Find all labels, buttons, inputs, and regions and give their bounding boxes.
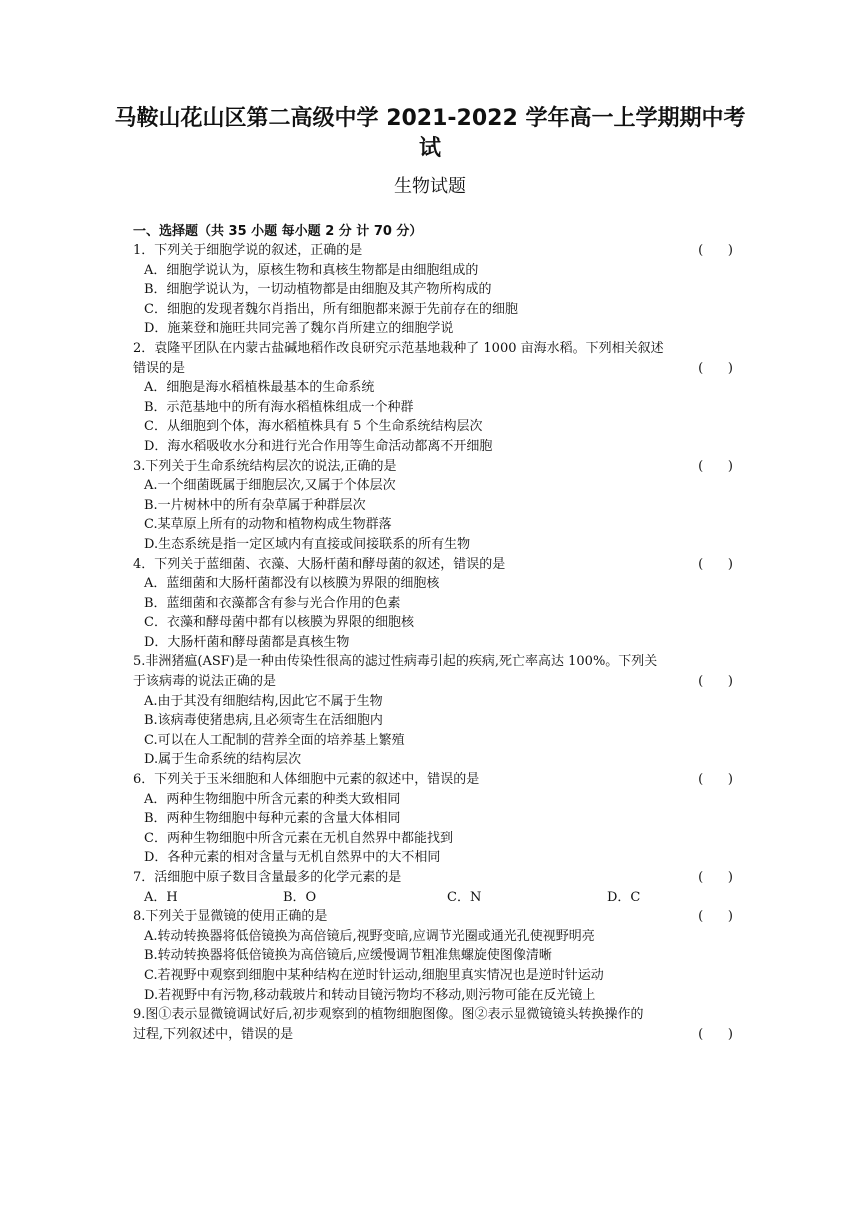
question-1-stem bbox=[133, 241, 733, 261]
question-5-option-b: B.该病毒使猪患病,且必须寄生在活细胞内 bbox=[144, 713, 383, 729]
question-6-option-d: D．各种元素的相对含量与无机自然界中的大不相同 bbox=[144, 850, 441, 866]
question-4-option-c: C．衣藻和酵母菌中都有以核膜为界限的细胞核 bbox=[144, 615, 414, 631]
question-5-option-c: C.可以在人工配制的营养全面的培养基上繁殖 bbox=[144, 732, 405, 748]
question-3-stem bbox=[133, 457, 733, 477]
answer-blank: ( ) bbox=[698, 772, 733, 788]
question-6-option-a: A．两种生物细胞中所含元素的种类大致相同 bbox=[144, 791, 401, 807]
question-text: 4．下列关于蓝细菌、衣藻、大肠杆菌和酵母菌的叙述，错误的是 bbox=[133, 556, 506, 572]
question-8-option-b: B.转动转换器将低倍镜换为高倍镜后,应缓慢调节粗准焦螺旋使图像清晰 bbox=[144, 948, 552, 964]
question-6-option-b: B．两种生物细胞中每种元素的含量大体相同 bbox=[144, 811, 401, 827]
question-9-stem-line1: 9.图①表示显微镜调试好后,初步观察到的植物细胞图像。图②表示显微镜镜头转换操作的 bbox=[133, 1007, 644, 1023]
question-3-option-c: C.某草原上所有的动物和植物构成生物群落 bbox=[144, 517, 392, 533]
question-2-option-b: B．示范基地中的所有海水稻植株组成一个种群 bbox=[144, 399, 414, 415]
question-1-option-a: A．细胞学说认为，原核生物和真核生物都是由细胞组成的 bbox=[144, 262, 479, 278]
question-2-option-c: C．从细胞到个体，海水稻植株具有 5 个生命系统结构层次 bbox=[144, 419, 483, 435]
question-8-stem bbox=[133, 907, 733, 927]
exam-title-line1: 马鞍山花山区第二高级中学 2021-2022 学年高一上学期期中考 bbox=[114, 106, 746, 131]
question-text: 8.下列关于显微镜的使用正确的是 bbox=[133, 909, 328, 925]
question-5-stem-line2 bbox=[133, 672, 733, 692]
question-7-option-a: A．H bbox=[144, 889, 178, 905]
question-text: 3.下列关于生命系统结构层次的说法,正确的是 bbox=[133, 458, 397, 474]
question-9-stem-line2 bbox=[133, 1025, 733, 1045]
question-4-option-d: D．大肠杆菌和酵母菌都是真核生物 bbox=[144, 634, 350, 650]
question-4-stem bbox=[133, 555, 733, 575]
question-6-option-c: C．两种生物细胞中所含元素在无机自然界中都能找到 bbox=[144, 830, 453, 846]
question-6-stem bbox=[133, 770, 733, 790]
question-text: 错误的是 bbox=[133, 360, 186, 376]
question-1-option-c: C．细胞的发现者魏尔肖指出，所有细胞都来源于先前存在的细胞 bbox=[144, 301, 518, 317]
question-5-stem-line1: 5.非洲猪瘟(ASF)是一种由传染性很高的滤过性病毒引起的疾病,死亡率高达 100%。下列关 bbox=[133, 654, 658, 670]
answer-blank: ( ) bbox=[698, 360, 733, 376]
question-2-stem-line1: 2．袁隆平团队在内蒙古盐碱地稻作改良研究示范基地栽种了 1000 亩海水稻。下列相关叙述 bbox=[133, 340, 664, 356]
question-7-options bbox=[133, 888, 733, 908]
exam-title-line2: 试 bbox=[418, 136, 441, 161]
question-4-option-a: A．蓝细菌和大肠杆菌都没有以核膜为界限的细胞核 bbox=[144, 576, 440, 592]
question-text: 于该病毒的说法正确的是 bbox=[133, 674, 277, 690]
question-7-stem bbox=[133, 868, 733, 888]
exam-subtitle: 生物试题 bbox=[394, 176, 466, 197]
question-5-option-a: A.由于其没有细胞结构,因此它不属于生物 bbox=[144, 693, 383, 709]
answer-blank: ( ) bbox=[698, 909, 733, 925]
question-7-option-c: C．N bbox=[447, 889, 482, 905]
question-8-option-a: A.转动转换器将低倍镜换为高倍镜后,视野变暗,应调节光圈或通光孔使视野明亮 bbox=[144, 928, 595, 944]
question-text: 过程,下列叙述中，错误的是 bbox=[133, 1026, 294, 1042]
question-text: 7．活细胞中原子数目含量最多的化学元素的是 bbox=[133, 870, 402, 885]
answer-blank: ( ) bbox=[698, 458, 733, 474]
question-text: 6．下列关于玉米细胞和人体细胞中元素的叙述中，错误的是 bbox=[133, 772, 480, 788]
answer-blank: ( ) bbox=[698, 674, 733, 690]
question-8-option-c: C.若视野中观察到细胞中某种结构在逆时针运动,细胞里真实情况也是逆时针运动 bbox=[144, 967, 604, 983]
answer-blank: ( ) bbox=[698, 556, 733, 572]
question-3-option-a: A.一个细菌既属于细胞层次,又属于个体层次 bbox=[144, 478, 396, 494]
answer-blank: ( ) bbox=[698, 1026, 733, 1042]
question-8-option-d: D.若视野中有污物,移动载玻片和转动目镜污物均不移动,则污物可能在反光镜上 bbox=[144, 987, 596, 1003]
question-list bbox=[133, 241, 733, 1044]
question-1-option-b: B．细胞学说认为，一切动植物都是由细胞及其产物所构成的 bbox=[144, 282, 492, 298]
question-4-option-b: B．蓝细菌和衣藻都含有参与光合作用的色素 bbox=[144, 595, 401, 611]
question-text: 1．下列关于细胞学说的叙述，正确的是 bbox=[133, 243, 363, 258]
answer-blank: ( ) bbox=[698, 870, 733, 885]
section-heading: 一、选择题（共 35 小题 每小题 2 分 计 70 分） bbox=[133, 224, 423, 239]
question-7-option-b: B．O bbox=[283, 889, 317, 905]
answer-blank: ( ) bbox=[698, 243, 733, 258]
question-7-option-d: D．C bbox=[607, 889, 641, 905]
question-2-option-a: A．细胞是海水稻植株最基本的生命系统 bbox=[144, 380, 375, 396]
question-5-option-d: D.属于生命系统的结构层次 bbox=[144, 752, 302, 768]
question-3-option-d: D.生态系统是指一定区域内有直接或间接联系的所有生物 bbox=[144, 536, 471, 552]
question-3-option-b: B.一片树林中的所有杂草属于种群层次 bbox=[144, 497, 366, 513]
question-2-stem-line2 bbox=[133, 359, 733, 379]
question-1-option-d: D．施莱登和施旺共同完善了魏尔肖所建立的细胞学说 bbox=[144, 321, 454, 337]
question-2-option-d: D．海水稻吸收水分和进行光合作用等生命活动都离不开细胞 bbox=[144, 438, 493, 454]
